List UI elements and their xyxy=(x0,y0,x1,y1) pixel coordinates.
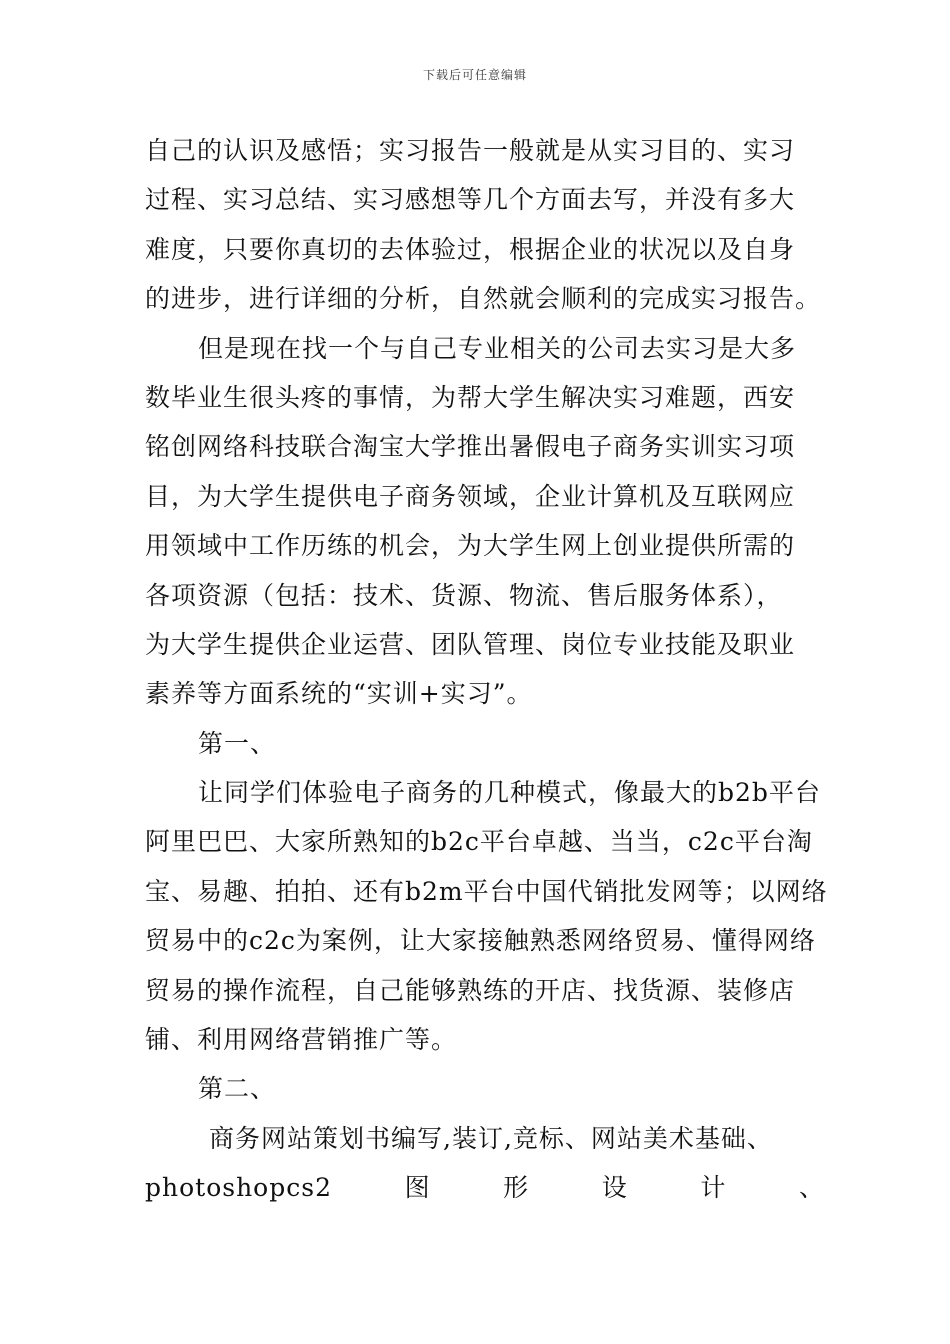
justified-word: 、 xyxy=(798,1173,825,1203)
section-heading-first: 第一、 xyxy=(198,728,277,758)
paragraph-line: 的进步，进行详细的分析，自然就会顺利的完成实习报告。 xyxy=(145,284,822,314)
paragraph-line: 贸易中的c2c为案例，让大家接触熟悉网络贸易、懂得网络 xyxy=(145,926,816,956)
paragraph-line: 各项资源（包括：技术、货源、物流、售后服务体系）， xyxy=(145,580,783,610)
paragraph-line: 铺、利用网络营销推广等。 xyxy=(145,1025,458,1055)
section-heading-second: 第二、 xyxy=(198,1074,277,1104)
paragraph-line: 贸易的操作流程，自己能够熟练的开店、找货源、装修店 xyxy=(145,975,796,1005)
paragraph-line: 商务网站策划书编写,装订,竞标、网站美术基础、 xyxy=(209,1123,773,1153)
paragraph-line: 难度，只要你真切的去体验过，根据企业的状况以及自身 xyxy=(145,234,796,264)
paragraph-line: 目，为大学生提供电子商务领域，企业计算机及互联网应 xyxy=(145,481,796,511)
paragraph-line: 自己的认识及感悟；实习报告一般就是从实习目的、实习 xyxy=(145,136,796,165)
paragraph-line: 阿里巴巴、大家所熟知的b2c平台卓越、当当，c2c平台淘 xyxy=(145,827,813,857)
paragraph-line: 过程、实习总结、实习感想等几个方面去写，并没有多大 xyxy=(145,185,796,215)
document-body xyxy=(145,126,828,1213)
paragraph-line: 铭创网络科技联合淘宝大学推出暑假电子商务实训实习项 xyxy=(145,432,796,462)
paragraph-line: 让同学们体验电子商务的几种模式，像最大的b2b平台 xyxy=(198,778,821,808)
justified-word: 设 xyxy=(601,1173,628,1203)
paragraph-line: 宝、易趣、拍拍、还有b2m平台中国代销批发网等；以网络 xyxy=(145,876,828,906)
paragraph-line: 数毕业生很头疼的事情，为帮大学生解决实习难题，西安 xyxy=(145,382,796,412)
paragraph-line: 素养等方面系统的“实训+实习”。 xyxy=(145,679,533,709)
header-note: 下载后可任意编辑 xyxy=(422,68,527,82)
justified-word: 图 xyxy=(404,1173,431,1203)
paragraph-line: 但是现在找一个与自己专业相关的公司去实习是大多 xyxy=(198,333,797,363)
paragraph-line: 用领域中工作历练的机会，为大学生网上创业提供所需的 xyxy=(145,531,796,561)
justified-word: 计 xyxy=(700,1173,727,1203)
justified-line xyxy=(145,1163,825,1212)
justified-word: 形 xyxy=(503,1173,530,1203)
justified-word: photoshopcs2 xyxy=(145,1173,332,1203)
paragraph-line: 为大学生提供企业运营、团队管理、岗位专业技能及职业 xyxy=(145,629,796,659)
